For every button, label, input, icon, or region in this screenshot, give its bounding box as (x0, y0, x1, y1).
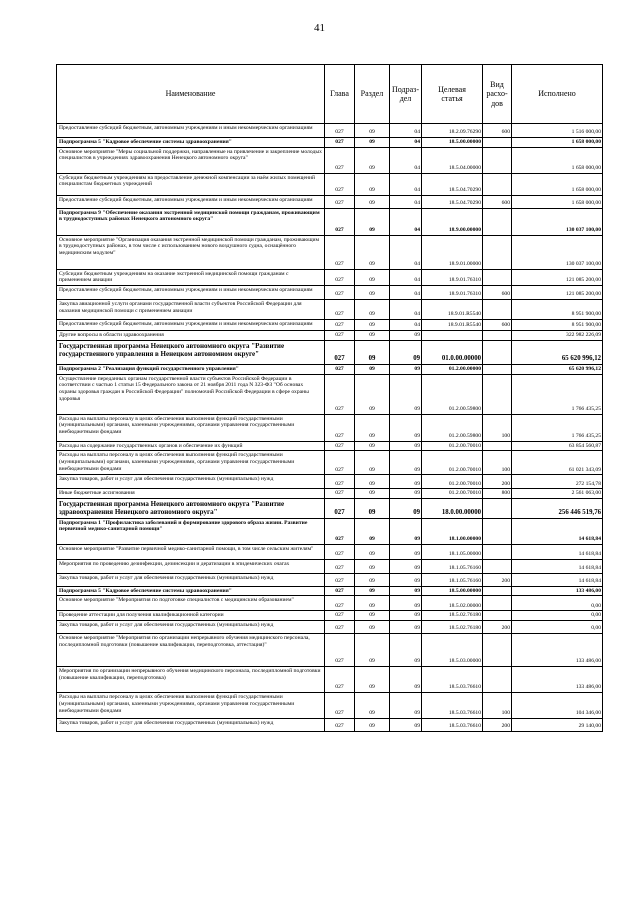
cell-name: Государственная программа Ненецкого автономного округа "Развитие здравоохранения Ненецкого автономного округа" (57, 498, 325, 518)
cell-target: 18.0.00.00000 (422, 498, 483, 518)
cell-executed: 121 085 200,00 (512, 286, 603, 300)
cell-name: Расходы на выплаты персоналу в целях обеспечения выполнения функций государственными (муниципальными) органами, казенными учреждениями, органами управления государственными внебюджетными фондами (57, 414, 325, 441)
cell-target: 18.5.03.76610 (422, 693, 483, 719)
table-row (57, 235, 603, 269)
cell-expense-type (483, 364, 512, 374)
cell-target: 18.5.02.76180 (422, 611, 483, 621)
cell-name: Субсидии бюджетным учреждениям на предоставление денежной компенсации за наём жилых помещений специалистам бюджетных учреждений (57, 173, 325, 195)
cell-target: 18.5.00.00000 (422, 586, 483, 596)
cell-subsection: 09 (390, 611, 422, 621)
cell-section: 09 (355, 441, 390, 451)
cell-expense-type (483, 611, 512, 621)
cell-name: Мероприятия по организации непрерывного обучения медицинского персонала, последипломной подготовки (повышение квалификации, переподготовка) (57, 667, 325, 693)
cell-target: 01.0.00.00000 (422, 340, 483, 364)
header-target: Целевая статья (422, 65, 483, 124)
cell-subsection: 04 (390, 300, 422, 320)
table-row (57, 195, 603, 208)
cell-target: 18.5.02.76180 (422, 621, 483, 634)
cell-expense-type (483, 147, 512, 173)
cell-chapter: 027 (325, 596, 355, 611)
cell-name: Подпрограмма 2 "Реализация функций государственного управления" (57, 364, 325, 374)
cell-expense-type (483, 208, 512, 235)
cell-chapter: 027 (325, 667, 355, 693)
cell-name: Другие вопросы в области здравоохранения (57, 331, 325, 341)
cell-name: Основное мероприятие "Развитие первичной медико-санитарной помощи, в том числе сельским жителям" (57, 544, 325, 559)
cell-executed: 61 021 343,09 (512, 451, 603, 475)
cell-section: 09 (355, 621, 390, 634)
cell-executed: 14 618,84 (512, 544, 603, 559)
header-executed: Исполнено (512, 65, 603, 124)
table-row (57, 364, 603, 374)
table-body (57, 124, 603, 732)
cell-subsection: 09 (390, 374, 422, 414)
cell-expense-type: 100 (483, 414, 512, 441)
cell-expense-type (483, 498, 512, 518)
table-row (57, 544, 603, 559)
cell-executed: 104 346,00 (512, 693, 603, 719)
cell-section: 09 (355, 518, 390, 544)
cell-subsection: 09 (390, 475, 422, 489)
cell-chapter: 027 (325, 208, 355, 235)
table-row (57, 489, 603, 499)
cell-expense-type: 600 (483, 124, 512, 138)
cell-executed: 1 658 000,00 (512, 173, 603, 195)
cell-chapter: 027 (325, 559, 355, 573)
table-row (57, 414, 603, 441)
table-row (57, 498, 603, 518)
cell-expense-type: 800 (483, 489, 512, 499)
cell-name: Предоставление субсидий бюджетным, автономным учреждениям и иным некоммерческим организациям (57, 195, 325, 208)
cell-section: 09 (355, 475, 390, 489)
cell-target: 18.9.01.76310 (422, 286, 483, 300)
table-row (57, 621, 603, 634)
cell-name: Подпрограмма 9 "Обеспечение оказания экстренной медицинской помощи гражданам, проживающим в труднодоступных районах Ненецкого автономного округа" (57, 208, 325, 235)
cell-expense-type (483, 441, 512, 451)
table-row (57, 451, 603, 475)
header-expense-type: Вид расхо- дов (483, 65, 512, 124)
cell-subsection: 09 (390, 518, 422, 544)
cell-section: 09 (355, 573, 390, 586)
cell-section: 09 (355, 559, 390, 573)
cell-subsection: 09 (390, 634, 422, 667)
cell-subsection: 04 (390, 208, 422, 235)
cell-target (422, 331, 483, 341)
table-row (57, 138, 603, 148)
table-row (57, 667, 603, 693)
cell-subsection: 09 (390, 441, 422, 451)
cell-target: 18.1.05.00000 (422, 544, 483, 559)
cell-chapter: 027 (325, 374, 355, 414)
cell-chapter: 027 (325, 173, 355, 195)
cell-chapter: 027 (325, 719, 355, 732)
cell-subsection: 09 (390, 573, 422, 586)
cell-section: 09 (355, 331, 390, 341)
cell-chapter: 027 (325, 195, 355, 208)
cell-target: 18.5.04.70290 (422, 195, 483, 208)
cell-chapter: 027 (325, 235, 355, 269)
table-row (57, 147, 603, 173)
cell-section: 09 (355, 235, 390, 269)
cell-executed: 1 658 000,00 (512, 195, 603, 208)
cell-section: 09 (355, 300, 390, 320)
cell-chapter: 027 (325, 634, 355, 667)
cell-section: 09 (355, 596, 390, 611)
cell-expense-type (483, 559, 512, 573)
cell-name: Государственная программа Ненецкого автономного округа "Развитие государственного управления в Ненецком автономном округе" (57, 340, 325, 364)
cell-target: 01.2.00.70010 (422, 489, 483, 499)
table-row (57, 286, 603, 300)
cell-chapter: 027 (325, 498, 355, 518)
cell-executed: 0,00 (512, 596, 603, 611)
cell-executed: 0,00 (512, 621, 603, 634)
cell-chapter: 027 (325, 544, 355, 559)
header-section: Раздел (355, 65, 390, 124)
cell-name: Расходы на содержание государственных органов и обеспечение их функций (57, 441, 325, 451)
table-row (57, 634, 603, 667)
cell-subsection: 04 (390, 173, 422, 195)
table-row (57, 124, 603, 138)
cell-target: 18.5.03.76610 (422, 667, 483, 693)
cell-executed: 130 037 100,00 (512, 208, 603, 235)
budget-table (56, 64, 603, 732)
cell-executed: 322 982 226,09 (512, 331, 603, 341)
cell-subsection: 09 (390, 489, 422, 499)
cell-executed: 0,00 (512, 611, 603, 621)
cell-subsection: 09 (390, 719, 422, 732)
cell-section: 09 (355, 320, 390, 331)
cell-section: 09 (355, 498, 390, 518)
cell-name: Закупка товаров, работ и услуг для обеспечения государственных (муниципальных) нужд (57, 621, 325, 634)
cell-expense-type: 600 (483, 195, 512, 208)
cell-expense-type (483, 173, 512, 195)
cell-expense-type: 100 (483, 693, 512, 719)
cell-executed: 133 486,00 (512, 586, 603, 596)
cell-subsection: 09 (390, 621, 422, 634)
cell-section: 09 (355, 147, 390, 173)
cell-expense-type (483, 340, 512, 364)
table-row (57, 331, 603, 341)
cell-chapter: 027 (325, 286, 355, 300)
cell-section: 09 (355, 195, 390, 208)
cell-expense-type: 200 (483, 621, 512, 634)
cell-name: Мероприятия по проведению дезинфекции, дезинсекции и дератизации в эпидемических очагах (57, 559, 325, 573)
cell-expense-type: 200 (483, 719, 512, 732)
cell-subsection: 04 (390, 138, 422, 148)
cell-executed: 14 618,84 (512, 573, 603, 586)
cell-chapter: 027 (325, 475, 355, 489)
cell-executed: 8 951 900,00 (512, 320, 603, 331)
cell-chapter: 027 (325, 441, 355, 451)
cell-target: 18.1.00.00000 (422, 518, 483, 544)
cell-expense-type (483, 634, 512, 667)
cell-section: 09 (355, 124, 390, 138)
cell-target: 18.5.03.76610 (422, 719, 483, 732)
cell-chapter: 027 (325, 518, 355, 544)
cell-section: 09 (355, 667, 390, 693)
cell-subsection: 09 (390, 586, 422, 596)
cell-subsection: 04 (390, 195, 422, 208)
cell-name: Предоставление субсидий бюджетным, автономным учреждениям и иным некоммерческим организациям (57, 124, 325, 138)
table-row (57, 208, 603, 235)
cell-target: 01.2.00.70010 (422, 475, 483, 489)
cell-executed: 133 486,00 (512, 667, 603, 693)
cell-executed: 2 561 063,00 (512, 489, 603, 499)
cell-executed: 63 854 560,87 (512, 441, 603, 451)
cell-executed: 65 620 996,12 (512, 364, 603, 374)
cell-chapter: 027 (325, 138, 355, 148)
cell-target: 18.5.04.70290 (422, 173, 483, 195)
cell-chapter: 027 (325, 611, 355, 621)
cell-section: 09 (355, 693, 390, 719)
table-row (57, 559, 603, 573)
cell-chapter: 027 (325, 621, 355, 634)
cell-subsection: 04 (390, 235, 422, 269)
cell-chapter: 027 (325, 489, 355, 499)
cell-section: 09 (355, 544, 390, 559)
cell-target: 18.9.01.00000 (422, 235, 483, 269)
cell-target: 01.2.00.00000 (422, 364, 483, 374)
cell-name: Расходы на выплаты персоналу в целях обеспечения выполнения функций государственными (муниципальными) органами, казенными учреждениями, органами управления государственными внебюджетными фондами (57, 693, 325, 719)
cell-expense-type (483, 138, 512, 148)
cell-chapter: 027 (325, 124, 355, 138)
cell-target: 18.9.01.76310 (422, 269, 483, 285)
table-row (57, 693, 603, 719)
cell-section: 09 (355, 286, 390, 300)
cell-chapter: 027 (325, 320, 355, 331)
table-row (57, 611, 603, 621)
cell-section: 09 (355, 340, 390, 364)
cell-name: Закупка товаров, работ и услуг для обеспечения государственных (муниципальных) нужд (57, 719, 325, 732)
cell-expense-type: 100 (483, 451, 512, 475)
table-row (57, 475, 603, 489)
cell-executed: 14 618,84 (512, 559, 603, 573)
table-row (57, 300, 603, 320)
cell-executed: 8 951 900,00 (512, 300, 603, 320)
cell-executed: 121 085 200,00 (512, 269, 603, 285)
cell-subsection: 09 (390, 364, 422, 374)
cell-section: 09 (355, 586, 390, 596)
cell-section: 09 (355, 208, 390, 235)
cell-chapter: 027 (325, 340, 355, 364)
cell-subsection: 04 (390, 147, 422, 173)
cell-expense-type: 600 (483, 320, 512, 331)
header-subsection: Подраз- дел (390, 65, 422, 124)
cell-chapter: 027 (325, 693, 355, 719)
cell-executed: 130 037 100,00 (512, 235, 603, 269)
cell-subsection: 09 (390, 596, 422, 611)
cell-section: 09 (355, 414, 390, 441)
table-row (57, 586, 603, 596)
cell-chapter: 027 (325, 269, 355, 285)
cell-section: 09 (355, 173, 390, 195)
cell-executed: 1 658 000,00 (512, 138, 603, 148)
cell-name: Предоставление субсидий бюджетным, автономным учреждениям и иным некоммерческим организациям (57, 320, 325, 331)
cell-subsection: 04 (390, 124, 422, 138)
cell-target: 18.9.01.R5540 (422, 320, 483, 331)
cell-target: 01.2.00.59800 (422, 414, 483, 441)
cell-name: Основное мероприятие "Мероприятия по подготовке специалистов с медицинским образованием" (57, 596, 325, 611)
cell-name: Иные бюджетные ассигнования (57, 489, 325, 499)
cell-executed: 1 766 435,25 (512, 374, 603, 414)
cell-executed: 272 154,78 (512, 475, 603, 489)
cell-subsection: 09 (390, 451, 422, 475)
header-row (57, 65, 603, 124)
cell-expense-type (483, 374, 512, 414)
cell-subsection: 09 (390, 693, 422, 719)
cell-subsection: 04 (390, 286, 422, 300)
cell-name: Основное мероприятие "Организация оказания экстренной медицинской помощи гражданам, проживающим в труднодоступных районах, в том числе с использованием нового воздушного судна, оснащённого медицинским модулем" (57, 235, 325, 269)
table-row (57, 269, 603, 285)
cell-expense-type (483, 667, 512, 693)
table-row (57, 374, 603, 414)
cell-target: 01.2.00.70010 (422, 441, 483, 451)
cell-subsection: 09 (390, 414, 422, 441)
cell-section: 09 (355, 138, 390, 148)
cell-subsection: 09 (390, 559, 422, 573)
cell-subsection: 09 (390, 544, 422, 559)
cell-target: 18.2.09.76290 (422, 124, 483, 138)
cell-name: Закупка товаров, работ и услуг для обеспечения государственных (муниципальных) нужд (57, 573, 325, 586)
cell-target: 18.1.05.76160 (422, 559, 483, 573)
cell-name: Основное мероприятие "Мероприятия по организации непрерывного обучения медицинского персонала, последипломной подготовки (повышение квалификации, переподготовка, аттестация)" (57, 634, 325, 667)
cell-executed: 29 140,00 (512, 719, 603, 732)
table-row (57, 320, 603, 331)
cell-section: 09 (355, 489, 390, 499)
header-name: Наименование (57, 65, 325, 124)
cell-expense-type: 200 (483, 475, 512, 489)
cell-executed: 256 446 519,76 (512, 498, 603, 518)
cell-executed: 65 620 996,12 (512, 340, 603, 364)
cell-name: Основное мероприятие "Меры социальной поддержки, направленные на привлечение и закрепление молодых специалистов в учреждениях здравоохранения Ненецкого автономного округа" (57, 147, 325, 173)
table-row (57, 340, 603, 364)
cell-target: 18.5.04.00000 (422, 147, 483, 173)
cell-target: 01.2.00.59800 (422, 374, 483, 414)
cell-name: Расходы на выплаты персоналу в целях обеспечения выполнения функций государственными (муниципальными) органами, казенными учреждениями, органами управления государственными внебюджетными фондами (57, 451, 325, 475)
cell-name: Подпрограмма 1 "Профилактика заболеваний и формирование здорового образа жизни. Развитие первичной медико-санитарной помощи" (57, 518, 325, 544)
cell-target: 18.9.01.R5540 (422, 300, 483, 320)
cell-section: 09 (355, 364, 390, 374)
cell-chapter: 027 (325, 573, 355, 586)
table-row (57, 518, 603, 544)
cell-executed: 1 658 000,00 (512, 147, 603, 173)
cell-section: 09 (355, 611, 390, 621)
cell-expense-type: 600 (483, 286, 512, 300)
cell-section: 09 (355, 374, 390, 414)
cell-expense-type (483, 269, 512, 285)
cell-subsection: 09 (390, 331, 422, 341)
cell-name: Проведение аттестации для получения квалификационной категории (57, 611, 325, 621)
cell-target: 18.5.00.00000 (422, 138, 483, 148)
cell-chapter: 027 (325, 147, 355, 173)
cell-expense-type: 200 (483, 573, 512, 586)
cell-chapter: 027 (325, 364, 355, 374)
cell-expense-type (483, 235, 512, 269)
table-row (57, 173, 603, 195)
cell-name: Подпрограмма 5 "Кадровое обеспечение системы здравоохранения" (57, 138, 325, 148)
cell-target: 18.1.05.76160 (422, 573, 483, 586)
cell-name: Субсидии бюджетным учреждениям на оказание экстренной медицинской помощи гражданам с применением авиации (57, 269, 325, 285)
table-row (57, 573, 603, 586)
cell-chapter: 027 (325, 414, 355, 441)
page-number: 41 (314, 22, 325, 34)
cell-chapter: 027 (325, 586, 355, 596)
cell-name: Предоставление субсидий бюджетным, автономным учреждениям и иным некоммерческим организациям (57, 286, 325, 300)
cell-section: 09 (355, 719, 390, 732)
cell-expense-type (483, 596, 512, 611)
cell-expense-type (483, 518, 512, 544)
cell-expense-type (483, 586, 512, 596)
cell-target: 01.2.00.70010 (422, 451, 483, 475)
cell-name: Подпрограмма 5 "Кадровое обеспечение системы здравоохранения" (57, 586, 325, 596)
cell-expense-type (483, 300, 512, 320)
cell-subsection: 09 (390, 340, 422, 364)
cell-executed: 14 618,84 (512, 518, 603, 544)
cell-target: 18.5.02.00000 (422, 596, 483, 611)
cell-subsection: 04 (390, 269, 422, 285)
table-row (57, 719, 603, 732)
cell-target: 18.9.00.00000 (422, 208, 483, 235)
cell-subsection: 09 (390, 667, 422, 693)
cell-name: Осуществление переданных органам государственной власти субъектов Российской Федерации в соответствии с частью 1 статьи 15 Федерального закона от 21 ноября 2011 года N 323-ФЗ "Об основах охраны здоровья граждан в Российской Федерации" полномочий Российской Федерации в сфере охраны здоровья (57, 374, 325, 414)
cell-chapter: 027 (325, 451, 355, 475)
cell-chapter: 027 (325, 300, 355, 320)
cell-name: Закупка товаров, работ и услуг для обеспечения государственных (муниципальных) нужд (57, 475, 325, 489)
cell-section: 09 (355, 451, 390, 475)
cell-executed: 1 766 435,25 (512, 414, 603, 441)
cell-subsection: 09 (390, 498, 422, 518)
cell-subsection: 04 (390, 320, 422, 331)
cell-chapter: 027 (325, 331, 355, 341)
header-chapter: Глава (325, 65, 355, 124)
cell-executed: 133 486,00 (512, 634, 603, 667)
cell-target: 18.5.03.00000 (422, 634, 483, 667)
cell-expense-type (483, 331, 512, 341)
cell-section: 09 (355, 269, 390, 285)
cell-expense-type (483, 544, 512, 559)
table-row (57, 596, 603, 611)
table-row (57, 441, 603, 451)
cell-executed: 1 516 000,00 (512, 124, 603, 138)
cell-name: Закупка авиационной услуги органами государственной власти субъектов Российской Федерации для оказания медицинской помощи с применением авиации (57, 300, 325, 320)
cell-section: 09 (355, 634, 390, 667)
